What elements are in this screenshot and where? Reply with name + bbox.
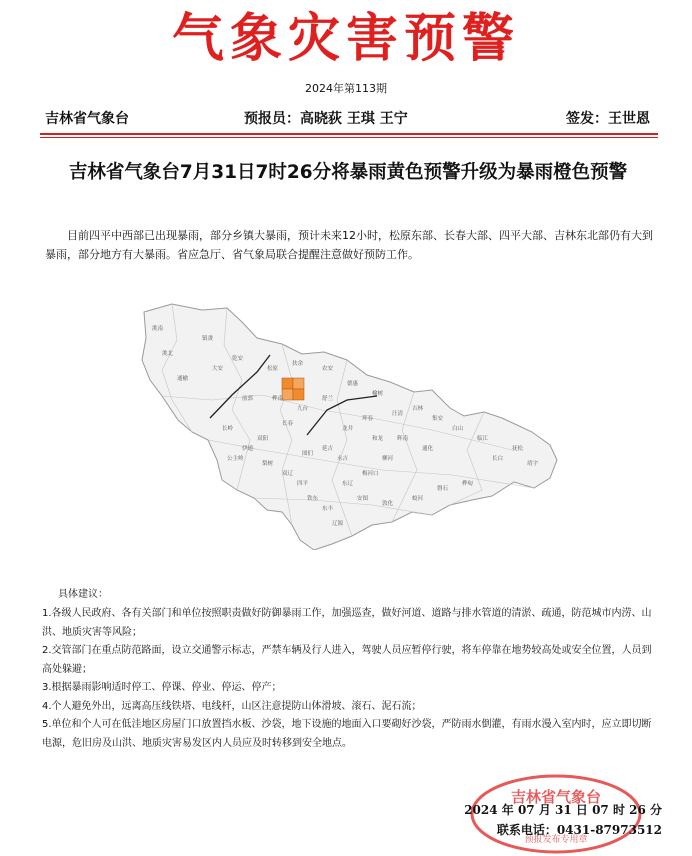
map-county-label: 柳河 <box>382 456 394 462</box>
orange-warning-area <box>282 378 304 400</box>
map-county-label: 东辽 <box>342 481 354 487</box>
advice-item: 5.单位和个人可在低洼地区房屋门口放置挡水板、沙袋，地下设施的地面入口要砌好沙袋，严防雨水倒灌，有雨水漫入室内时，应立即切断电源，危旧房及山洪、地质灾害易发区内人员应及时转移到安全地点。 <box>42 719 652 749</box>
svg-text:预报发布专用章: 预报发布专用章 <box>524 835 588 845</box>
map-county-label: 舒兰 <box>322 396 334 402</box>
map-county-label: 梅河口 <box>362 471 379 477</box>
map-county-label: 吉林 <box>412 406 424 412</box>
map-county-label: 大安 <box>212 366 224 372</box>
header-divider <box>40 133 658 135</box>
advice-item: 1.各级人民政府、各有关部门和单位按照职责做好防御暴雨工作，加强巡查，做好河道、道路与排水管道的清淤、疏通，防范城市内涝、山洪、地质灾害等风险； <box>42 608 652 638</box>
document-banner: 气象灾害预警 <box>171 8 520 69</box>
map-county-label: 长白 <box>492 456 504 462</box>
map-county-label: 镇赉 <box>202 336 214 342</box>
map-county-label: 榆树 <box>372 391 384 397</box>
map-county-label: 蛟河 <box>412 496 424 502</box>
map-county-label: 和龙 <box>372 436 384 442</box>
map-county-label: 九台 <box>297 406 309 412</box>
map-county-label: 伊通 <box>242 446 254 452</box>
map-county-label: 辉南 <box>397 436 409 442</box>
map-county-label: 松原 <box>267 366 279 372</box>
map-county-label: 敦化 <box>382 501 394 507</box>
map-county-label: 长岭 <box>222 426 234 432</box>
advice-item: 3.根据暴雨影响适时停工、停课、停业、停运、停产； <box>42 682 282 693</box>
map-county-label: 白山 <box>452 426 464 432</box>
contact-phone: 联系电话：0431-87973512 <box>496 823 662 837</box>
map-county-label: 临江 <box>477 436 489 442</box>
header-divider-thin <box>40 137 658 138</box>
map-county-label: 双辽 <box>282 471 294 477</box>
map-county-label: 通化 <box>422 446 434 452</box>
map-county-label: 农安 <box>322 366 334 372</box>
map-county-label: 龙井 <box>342 426 354 432</box>
map-county-label: 通榆 <box>177 376 189 382</box>
svg-text:吉林省气象台: 吉林省气象台 <box>510 788 602 806</box>
signer: 签发：王世恩 <box>566 111 650 127</box>
map-county-label: 乾安 <box>232 356 244 362</box>
map-county-label: 前郭 <box>242 396 254 402</box>
warning-summary: 目前四平中西部已出现暴雨，部分乡镇大暴雨，预计未来12小时，松原东部、长春大部、四平大部、吉林东北部仍有大到暴雨，部分地方有大暴雨。省应急厅、省气象局联合提醒注意做好预防工作。 <box>45 229 653 261</box>
map-county-label: 靖宇 <box>527 461 539 467</box>
warning-title: 吉林省气象台7月31日7时26分将暴雨黄色预警升级为暴雨橙色预警 <box>68 162 628 183</box>
map-county-label: 四平 <box>297 481 309 487</box>
advice-title: 具体建议： <box>58 589 108 600</box>
advice-item: 4.个人避免外出，远离高压线铁塔、电线杆，山区注意提防山体滑坡、滚石、泥石流； <box>42 700 422 712</box>
map-county-label: 磐石 <box>437 486 449 492</box>
map-county-label: 洮北 <box>162 351 174 357</box>
map-county-label: 辽源 <box>332 521 344 527</box>
map-county-label: 德惠 <box>347 381 359 387</box>
map-county-label: 桦南 <box>272 396 284 402</box>
map-county-label: 扶余 <box>292 361 304 367</box>
map-county-label: 图们 <box>302 451 314 457</box>
map-county-label: 抚松 <box>512 446 524 452</box>
map-county-label: 集安 <box>432 416 444 422</box>
advice-item: 2.交管部门在重点防范路面，设立交通警示标志，严禁车辆及行人进入，驾驶人员应暂停行驶，将车停靠在地势较高处或安全位置，人员到高处躲避； <box>42 645 652 675</box>
footer <box>436 800 662 840</box>
map-county-label: 洮南 <box>152 326 164 332</box>
jilin-province-map <box>132 300 562 550</box>
issuing-agency: 吉林省气象台 <box>45 111 129 127</box>
issue-datetime: 2024 年 07 月 31 日 07 时 26 分 <box>464 803 662 817</box>
issue-number: 2024年第113期 <box>305 82 387 95</box>
forecasters: 预报员：高晓荻 王琪 王宁 <box>244 111 408 127</box>
map-county-label: 汪清 <box>392 411 404 417</box>
map-county-label: 东丰 <box>322 506 334 512</box>
map-county-label: 桦甸 <box>462 481 474 487</box>
map-county-label: 长春 <box>282 421 294 427</box>
map-county-label: 梨树 <box>262 461 274 467</box>
map-county-label: 公主岭 <box>227 456 244 462</box>
map-county-label: 安图 <box>357 496 369 502</box>
advice-list <box>42 605 654 753</box>
map-county-label: 铁东 <box>307 496 319 502</box>
map-county-label: 珲春 <box>362 416 374 422</box>
map-county-label: 永吉 <box>337 456 349 462</box>
map-county-label: 双阳 <box>257 436 269 442</box>
map-county-label: 延吉 <box>322 446 334 452</box>
